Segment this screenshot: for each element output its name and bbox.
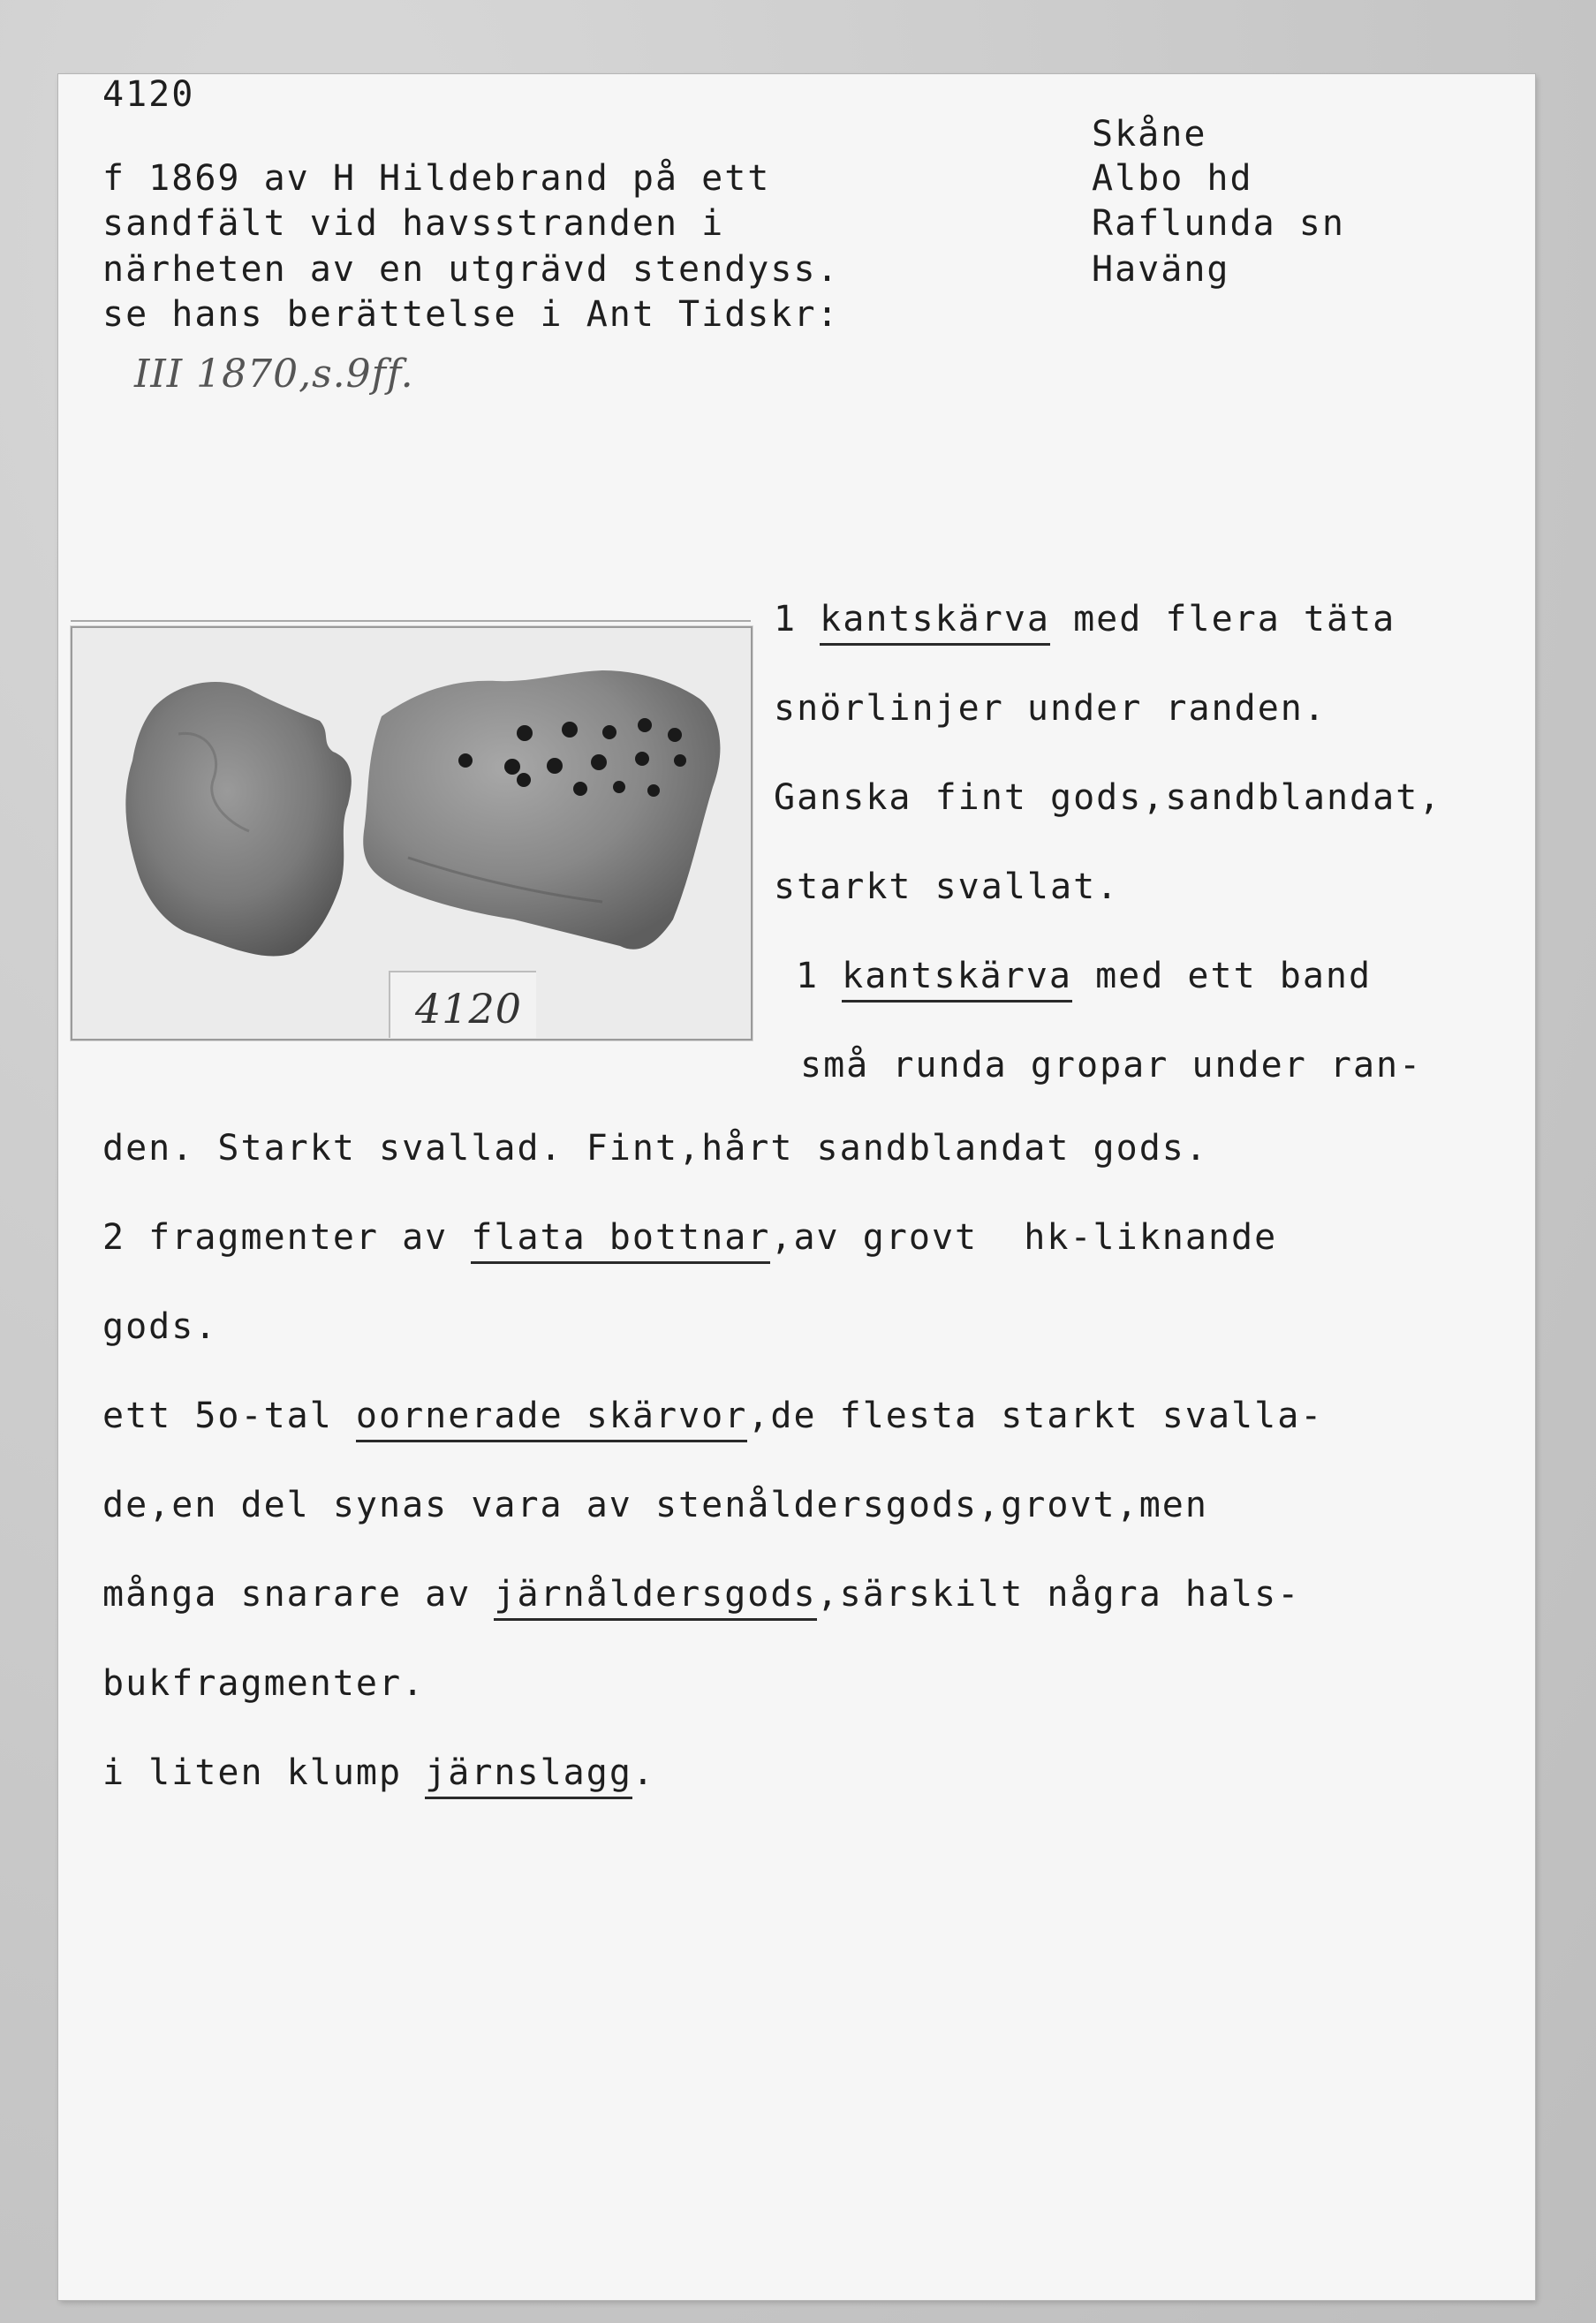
description-line-13: bukfragmenter. bbox=[102, 1663, 426, 1704]
handwritten-reference: III 1870,s.9ff. bbox=[134, 352, 414, 397]
right-sherd bbox=[363, 670, 720, 950]
description-line-11: de,en del synas vara av stenåldersgods,grovt,men bbox=[102, 1485, 1208, 1525]
underlined-term: kantskärva bbox=[842, 956, 1072, 1003]
underlined-term: oornerade skärvor bbox=[356, 1396, 747, 1442]
sherd-photograph bbox=[71, 626, 753, 1040]
find-info-line-4: se hans berättelse i Ant Tidskr: bbox=[102, 294, 840, 335]
description-line-2: snörlinjer under randen. bbox=[774, 688, 1327, 729]
photo-edge-line bbox=[71, 620, 751, 622]
left-sherd bbox=[125, 682, 352, 956]
find-info-line-2: sandfält vid havsstranden i bbox=[102, 203, 725, 244]
find-info-line-1: f 1869 av H Hildebrand på ett bbox=[102, 158, 771, 199]
location-district: Albo hd bbox=[1092, 158, 1253, 199]
description-line-9: gods. bbox=[102, 1306, 218, 1347]
description-line-3: Ganska fint gods,sandblandat, bbox=[774, 777, 1442, 818]
underlined-term: flata bottnar bbox=[471, 1217, 770, 1264]
description-line-12: många snarare av järnåldersgods,särskilt några hals- bbox=[102, 1577, 1300, 1612]
description-line-8: 2 fragmenter av flata bottnar,av grovt hk-liknande bbox=[102, 1220, 1277, 1255]
description-line-10: ett 5o-tal oornerade skärvor,de flesta starkt svalla- bbox=[102, 1398, 1323, 1434]
description-line-1: 1 kantskärva med flera täta bbox=[774, 602, 1396, 637]
catalog-card bbox=[58, 74, 1535, 2300]
underlined-term: kantskärva bbox=[820, 599, 1050, 646]
find-info-line-3: närheten av en utgrävd stendyss. bbox=[102, 249, 840, 290]
description-line-5: 1 kantskärva med ett band bbox=[796, 958, 1372, 994]
underlined-term: järnslagg bbox=[425, 1752, 632, 1799]
underlined-term: järnåldersgods bbox=[494, 1574, 816, 1621]
description-line-6: små runda gropar under ran- bbox=[800, 1045, 1423, 1086]
location-province: Skåne bbox=[1092, 114, 1207, 155]
location-site: Haväng bbox=[1092, 249, 1230, 290]
location-parish: Raflunda sn bbox=[1092, 203, 1345, 244]
description-line-14: i liten klump järnslagg. bbox=[102, 1755, 655, 1790]
description-line-4: starkt svallat. bbox=[774, 866, 1120, 907]
photo-number-label: 4120 bbox=[389, 971, 536, 1038]
catalog-number: 4120 bbox=[102, 74, 195, 115]
description-line-7: den. Starkt svallad. Fint,hårt sandblandat gods. bbox=[102, 1128, 1208, 1169]
